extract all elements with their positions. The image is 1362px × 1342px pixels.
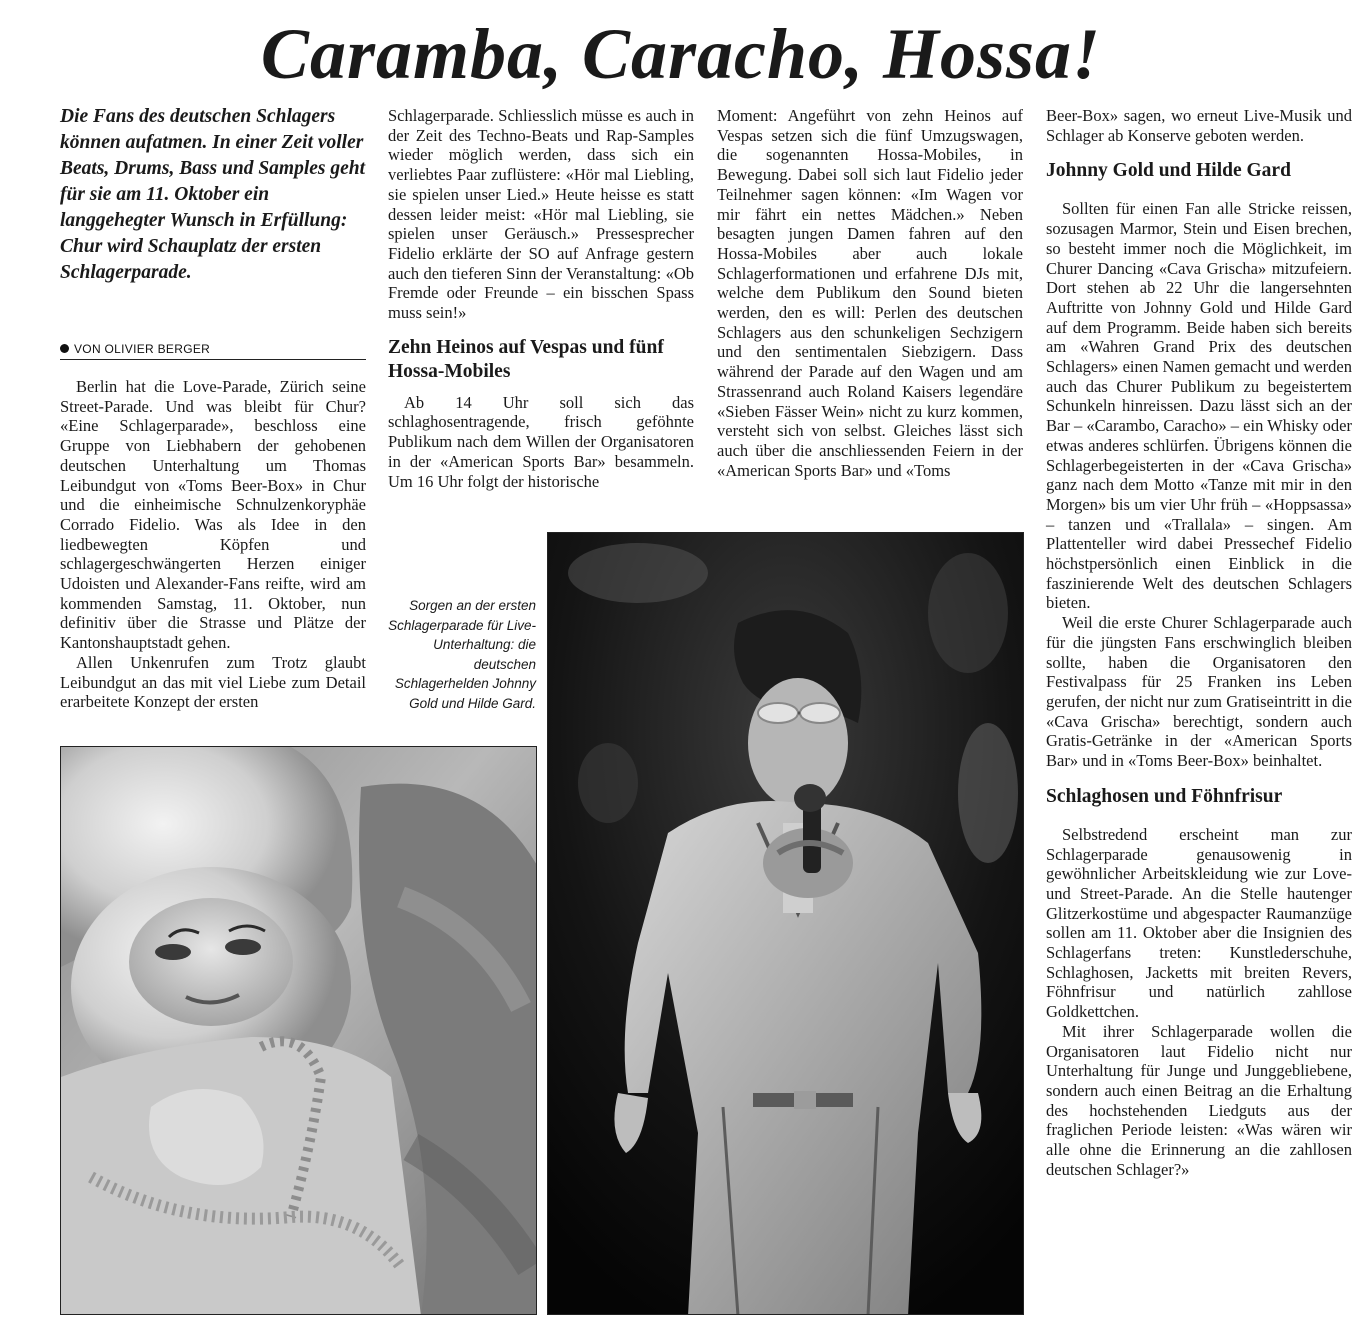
photo-johnny-gold-image xyxy=(548,533,1024,1315)
col2-paragraph-1: Schlagerparade. Schliesslich müsse es auch in der Zeit des Techno-Beats und Rap-Samples wieder möglich werden, dass sich ein verliebtes Paar zuflüstere: «Hör mal Liebling, sie spielen unser Lied.» Heute heisse es statt dessen leider meist: «Hör mal Liebling, sie spielen unser Geräusch.» Pressesprecher Fidelio erklärte der SO auf Anfrage gestern auch den tieferen Sinn der Veranstaltung: «Ob Fremde oder Freunde – ein bisschen Spass muss sein!» xyxy=(388,106,694,323)
col3-paragraph-1: Moment: Angeführt von zehn Heinos auf Vespas setzen sich die fünf Umzugswagen, die sogenannten Hossa-Mobiles, in Bewegung. Dabei soll sich laut Fidelio jeder Teilnehmer sagen können: «Im Wagen vor mir fährt ein nettes Mädchen.» Neben besagten jungen Damen fahren auf den Hossa-Mobiles aber auch lokale Schlagerformationen und erfahrene DJs mit, welche dem Publikum den Sound bieten werden, den es will: Perlen des deutschen Schlagers aus den schunkeligen Sechzigern und den sentimentalen Siebzigern. Dass während der Parade auf den Wagen und am Strassenrand auch Roland Kaisers legendäre «Sieben Fässer Wein» nicht zu kurz kommen, versteht sich von selbst. Gleiches lässt sich auch über die anschliessenden Feiern in der «American Sports Bar» und «Toms xyxy=(717,106,1023,480)
photo-caption: Sorgen an der ersten Schlagerparade für Live-Unterhaltung: die deutschen Schlagerhelden Johnny Gold und Hilde Gard. xyxy=(388,598,536,711)
col1-paragraph-1: Berlin hat die Love-Parade, Zürich seine Street-Parade. Und was bleibt für Chur? «Eine Schlagerparade», beschloss eine Gruppe von Liebhabern der gehobenen deutschen Unterhaltung um Thomas Leibundgut von «Toms Beer-Box» in Chur und die einheimische Schnulzenkoryphäe Corrado Fidelio. Was als Idee in den liedbewegten Köpfen und schlagergeschwängerten Herzen einiger Udoisten und Alexander-Fans reifte, wird am kommenden Samstag, 11. Oktober, nun definitiv über die Strasse und Plätze der Kantonshauptstadt gehen. xyxy=(60,377,366,653)
bullet-dot-icon xyxy=(60,344,69,353)
col4-paragraph-1: Beer-Box» sagen, wo erneut Live-Musik und Schlager ab Konserve geboten werden. xyxy=(1046,106,1352,145)
subhead-johnny-gold: Johnny Gold und Hilde Gard xyxy=(1046,160,1291,182)
byline xyxy=(60,342,366,360)
col4-paragraph-4: Selbstredend erscheint man zur Schlagerparade genausowenig in gewöhnlicher Arbeitskleidung wie zur Love- und Street-Parade. An die Stelle hautenger Glitzerkostüme und abgespacter Raumanzüge sollen am 11. Oktober aber die Insignien des Schlagerfans treten: Kunstlederschuhe, Schlaghosen, Jacketts mit breiten Revers, Föhnfrisur und natürlich zahllose Goldkettchen. xyxy=(1046,824,1352,1022)
column-3 xyxy=(717,106,1023,480)
column-1 xyxy=(60,377,366,712)
photo-hilde-gard-image xyxy=(61,747,537,1315)
subhead-heinos: Zehn Heinos auf Vespas und fünf Hossa-Mobiles xyxy=(388,336,664,382)
col1-paragraph-2: Allen Unkenrufen zum Trotz glaubt Leibundgut an das mit viel Liebe zum Detail erarbeitete Konzept der ersten xyxy=(60,652,366,712)
photo-hilde-gard xyxy=(60,746,537,1315)
headline: Caramba, Caracho, Hossa! xyxy=(260,14,1102,94)
subhead-schlaghosen: Schlaghosen und Föhnfrisur xyxy=(1046,785,1283,807)
column-4 xyxy=(1046,106,1352,1179)
col4-paragraph-5: Mit ihrer Schlagerparade wollen die Organisatoren laut Fidelio nicht nur Unterhaltung für Junge und Junggebliebene, sondern auch einen Beitrag an die Erhaltung des hochstehenden Liedguts aus der fraglichen Periode leisten: «Was wären wir alle ohne die Erinnerung an die zahllosen deutschen Schlager?» xyxy=(1046,1021,1352,1179)
lead-paragraph: Die Fans des deutschen Schlagers können aufatmen. In einer Zeit voller Beats, Drums, Bass und Samples geht für sie am 11. Oktober ein langgehegter Wunsch in Erfüllung: Chur wird Schauplatz der ersten Schlagerparade. xyxy=(60,106,366,283)
col4-paragraph-2: Sollten für einen Fan alle Stricke reissen, sozusagen Marmor, Stein und Eisen brechen, so besteht immer noch die Möglichkeit, im Churer Dancing «Cava Grischa» mitzufeiern. Dort stehen ab 22 Uhr die langersehnten Auftritte von Johnny Gold und Hilde Gard auf dem Programm. Beide haben sich bereits am «Wahren Grand Prix des deutschen Schlagers» einen Namen gemacht und werden auch das Churer Publikum zu begeistertem Schunkeln hinreissen. Dazu lässt sich an der Bar – «Carambo, Caracho» – ein Whisky oder etwas anderes schlürfen. Übrigens können die Schlagerbegeisterten in der «Cava Grischa» ganz nach dem Motto «Tanze mit mir in den Morgen» bis um vier Uhr früh – «Hoppsassa» – tanzen und «Trallala» – singen. Am Plattenteller wird dabei Pressechef Fidelio höchstpersönlich einen Einblick in die faszinierende Welt des deutschen Schlagers bieten. xyxy=(1046,199,1352,613)
byline-text: VON OLIVIER BERGER xyxy=(74,342,211,356)
col2-paragraph-2: Ab 14 Uhr soll sich das schlaghosentragende, frisch geföhnte Publikum nach dem Willen der Organisatoren in der «American Sports Bar» besammeln. Um 16 Uhr folgt der historische xyxy=(388,392,694,491)
col4-paragraph-3: Weil die erste Churer Schlagerparade auch für die jüngsten Fans erschwinglich bleiben sollte, haben die Organisatoren den Festivalpass für 25 Franken ins Leben gerufen, der nicht nur zum Gratiseintritt in die «Cava Grischa» berechtigt, sondern auch Gratis-Getränke in der «American Sports Bar» und in «Toms Beer-Box» beinhaltet. xyxy=(1046,613,1352,771)
photo-johnny-gold xyxy=(547,532,1024,1315)
column-2 xyxy=(388,106,694,491)
